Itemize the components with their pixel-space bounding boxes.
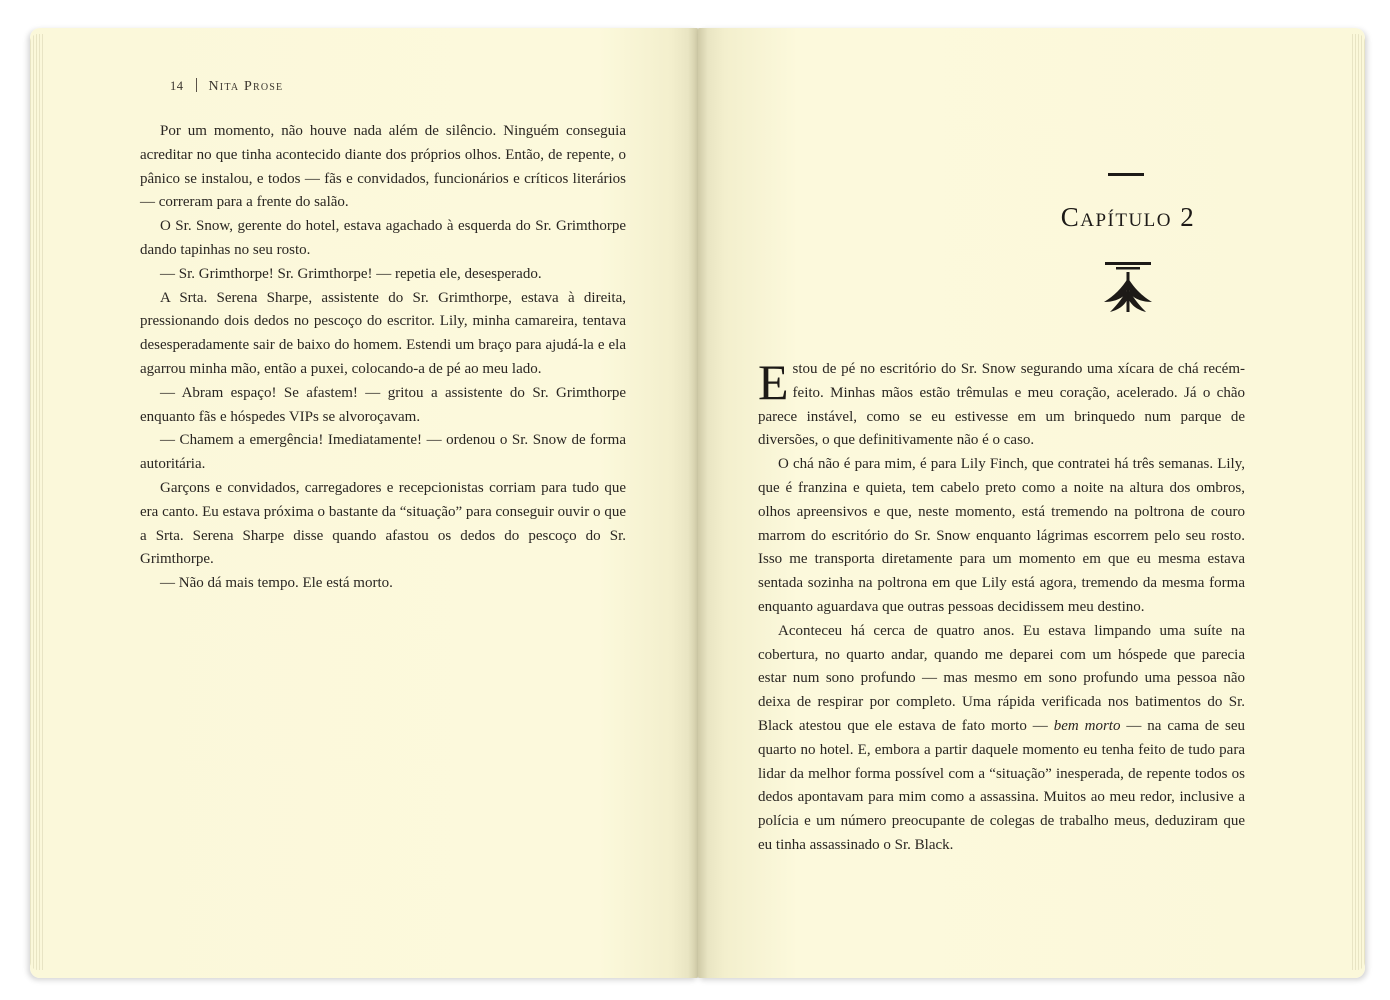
author-name: Nita Prose	[208, 79, 284, 94]
paragraph: O chá não é para mim, é para Lily Finch, que contratei há três semanas. Lily, que é franzina e quieta, tem cabelo preto como a noite na altura dos ombros, olhos apreensivos e que, neste momento, está tremendo na poltrona de couro marrom do escritório do Sr. Snow enquanto lágrimas escorrem pelo seu rosto. Isso me transporta diretamente para um momento em que eu mesma estava sentada sozinha na poltrona em que Lily está agora, tremendo da mesma forma enquanto aguardava que outras pessoas decidissem meu destino.	[758, 456, 1245, 615]
page-number: 14	[170, 79, 184, 93]
paragraph-text: Aconteceu há cerca de quatro anos. Eu estava limpando uma suíte na cobertura, no quarto andar, quando me deparei com um hóspede que parecia estar num sono profundo — mas mesmo em sono profundo uma pessoa não deixa de respirar por completo. Uma rápida verificada nos batimentos do Sr. Black atestou que ele estava de fato morto —	[758, 622, 1245, 734]
opening-paragraph	[758, 354, 1245, 453]
paragraph: — Chamem a emergência! Imediatamente! — ordenou o Sr. Snow de forma autoritária.	[140, 432, 626, 473]
right-page-text	[758, 354, 1246, 858]
left-page-text	[140, 120, 626, 596]
drop-cap: E	[758, 354, 789, 410]
running-head	[170, 78, 283, 95]
paragraph: Garçons e convidados, carregadores e recepcionistas corriam para tudo que era canto. Eu estava próxima o bastante da “situação” para conseguir ouvir o que a Srta. Serena Sharpe disse quando afastou os dedos do pescoço do Sr. Grimthorpe.	[140, 479, 626, 568]
paragraph: — Abram espaço! Se afastem! — gritou a assistente do Sr. Grimthorpe enquanto fãs e hóspedes VIPs se alvoroçavam.	[140, 384, 626, 425]
paragraph	[758, 620, 1245, 858]
left-page-edges	[30, 34, 44, 970]
paragraph: Por um momento, não houve nada além de silêncio. Ninguém conseguia acreditar no que tinha acontecido diante dos próprios olhos. Então, de repente, o pânico se instalou, e todos — fãs e convidados, funcionários e críticos literários — correram para a frente do salão.	[140, 123, 626, 211]
paragraph: O Sr. Snow, gerente do hotel, estava agachado à esquerda do Sr. Grimthorpe dando tapinhas no seu rosto.	[140, 218, 626, 258]
right-page-edges	[1351, 34, 1365, 970]
right-page	[698, 28, 1365, 978]
paragraph: — Não dá mais tempo. Ele está morto.	[160, 575, 393, 592]
paragraph-text: — na cama de seu quarto no hotel. E, embora a partir daquele momento eu tenha feito de tudo para lidar da melhor forma possível com a “situação” inesperada, de repente todos os dedos apontavam para mim como a assassina. Muitos ao meu redor, inclusive a polícia e um número preocupante de colegas de trabalho meus, deduziram que eu tinha assassinado o Sr. Black.	[758, 717, 1246, 853]
open-book	[30, 28, 1365, 978]
running-head-divider	[196, 78, 197, 92]
opening-paragraph-text: stou de pé no escritório do Sr. Snow segurando uma xícara de chá recém-feito. Minhas mãos estão trêmulas e meu coração, acelerado. Já o chão parece instável, como se eu estivesse em um brinquedo num parque de diversões, o que definitivamente não é o caso.	[758, 361, 1245, 449]
left-page	[30, 28, 698, 978]
chapter-ornament-icon	[1102, 260, 1154, 316]
book-gutter	[688, 28, 708, 978]
emphasis-text: bem morto	[1053, 717, 1121, 734]
paragraph: — Sr. Grimthorpe! Sr. Grimthorpe! — repetia ele, desesperado.	[160, 265, 542, 282]
chapter-title: Capítulo 2	[1060, 202, 1196, 232]
chapter-rule	[1108, 173, 1144, 176]
paragraph: A Srta. Serena Sharpe, assistente do Sr. Grimthorpe, estava à direita, pressionando dois dedos no pescoço do escritor. Lily, minha camareira, tentava desesperadamente sair de baixo do homem. Estendi um braço para ajudá-la e ela agarrou minha mão, então a puxei, colocando-a de pé ao meu lado.	[140, 289, 626, 377]
